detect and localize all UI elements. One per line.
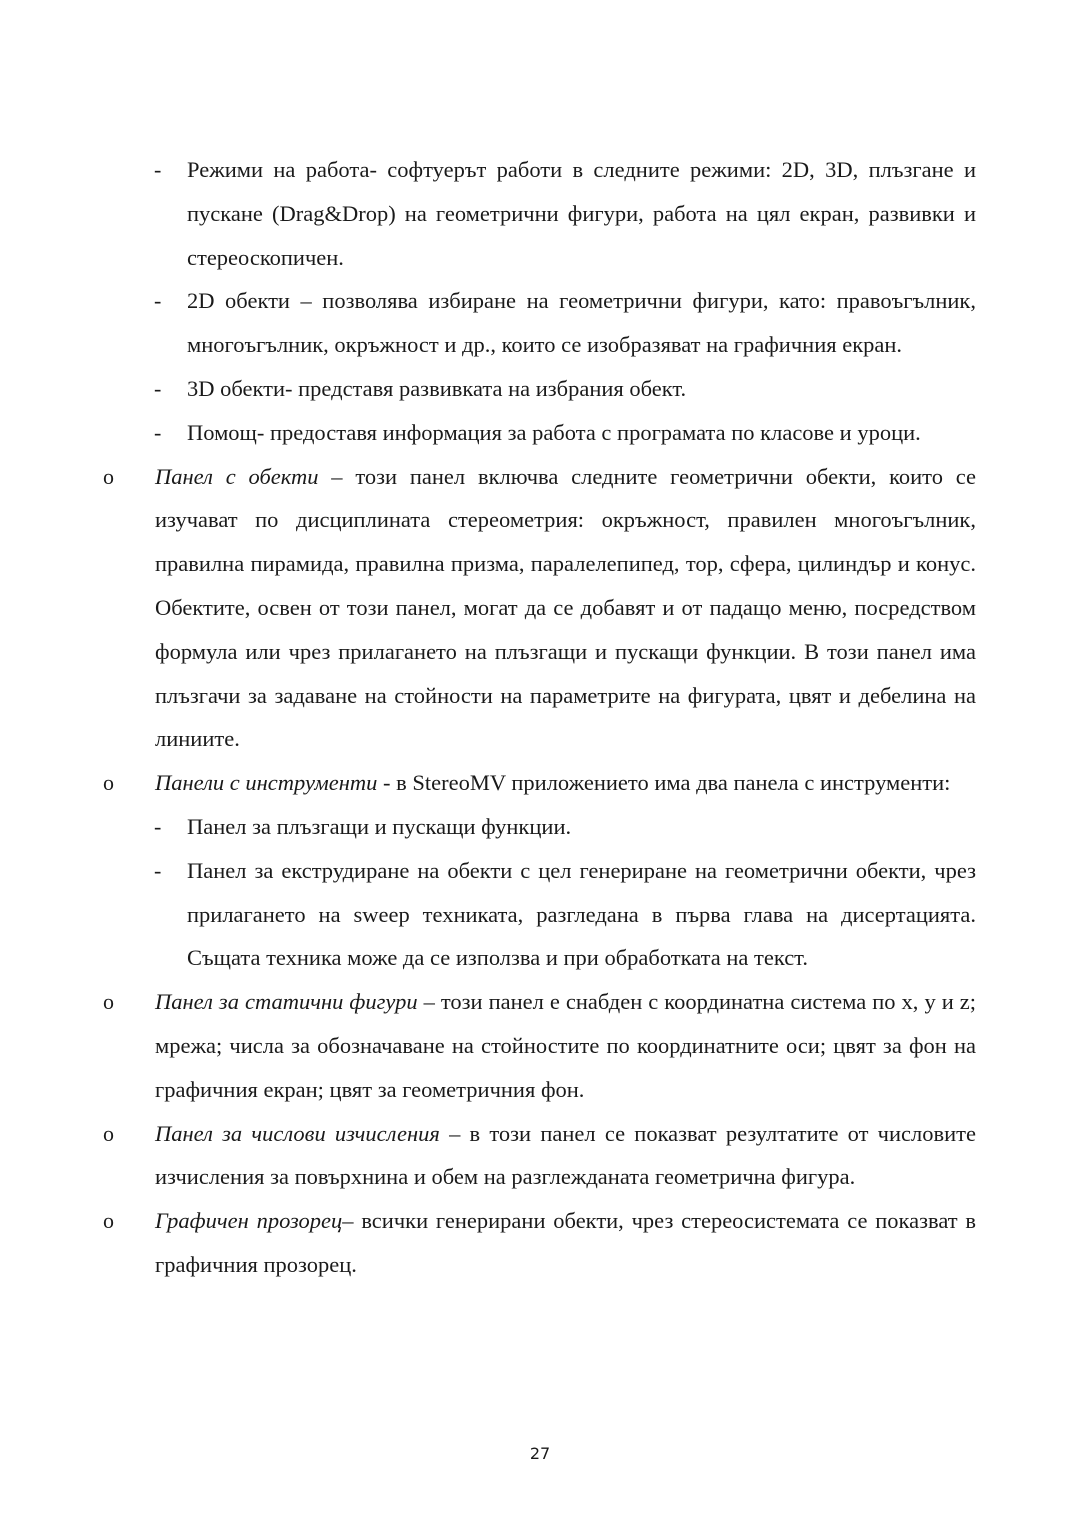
list-item-drag-drop-panel [154,805,976,849]
dash-bullet: - [154,288,162,314]
circle-bullet: o [103,1208,114,1234]
list-item-text: – всички генерирани обекти, чрез стереосистемата се показват в графичния прозорец. [155,1208,977,1277]
list-item-extrude-panel [154,849,976,980]
dash-bullet: - [154,857,162,883]
page-number: 27 [529,1444,551,1463]
list-item-text: 3D обекти- представя развивката на избрания обект. [187,375,687,401]
circle-bullet: o [103,770,114,796]
list-item-modes [154,148,976,279]
circle-bullet: o [103,989,114,1015]
list-item-text: Панел за екструдиране на обекти с цел генериране на геометрични обекти, чрез прилагането на sweep техниката, разгледана в първа глава на дисертацията. Същата техника може да се използва и при обработката на текст. [187,857,976,971]
dash-bullet: - [154,813,162,839]
list-item-static-figures-panel [103,980,977,1111]
dash-bullet: - [154,375,162,401]
list-item-tool-panels [103,761,976,805]
list-item-text: – този панел е снабден с координатна система по x, y и z; мрежа; числа за обозначаване на стойностите по координатните оси; цвят за фон на графичния екран; цвят за геометричния фон. [155,989,977,1102]
list-item-text: Панел за плъзгащи и пускащи функции. [187,813,572,839]
list-item-text: – в този панел се показват резултатите от числовите изчисления за повърхнина и обем на разглежданата геометрична фигура. [155,1120,976,1190]
circle-bullet: o [103,1120,114,1146]
list-item-3d-objects [154,367,976,411]
list-item-help [154,411,976,455]
list-item-text: - в StereoMV приложението има два панела с инструменти: [377,770,951,796]
list-item-numeric-panel [103,1112,976,1200]
list-item-objects-panel [103,455,976,762]
list-item-term: Панел за числови изчисления [155,1120,440,1146]
list-item-graphics-window [103,1199,977,1287]
list-item-term: Панел за статични фигури [155,989,418,1015]
list-item-text: Режими на работа- софтуерът работи в следните режими: 2D, 3D, плъзгане и пускане (Drag&Drop) на геометрични фигури, работа на цял екран, развивки и стереоскопичен. [187,157,976,270]
list-item-term: Панел с обекти [155,463,319,489]
body-text [0,148,1080,1287]
list-item-text: 2D обекти – позволява избиране на геометрични фигури, като: правоъгълник, многоъгълник, окръжност и др., които се изобразяват на графичния екран. [187,288,976,358]
circle-bullet: o [103,463,114,489]
dash-bullet: - [154,157,162,182]
list-item-text: – този панел включва следните геометрични обекти, които се изучават по дисциплината стереометрия: окръжност, правилен многоъгълник, правилна пирамида, правилна призма, паралелепипед, тор, сфера, цилиндър и конус. Обектите, освен от този панел, могат да се добавят и от падащо меню, посредством формула или чрез прилагането на плъзгащи и пускащи функции. В този панел има плъзгачи за задаване на стойности на параметрите на фигурата, цвят и дебелина на линиите. [155,463,976,752]
dash-bullet: - [154,419,162,445]
list-item-term: Графичен прозорец [155,1208,343,1234]
list-item-term: Панели с инструменти [155,770,378,796]
list-item-2d-objects [154,279,976,367]
list-item-text: Помощ- предоставя информация за работа с програмата по класове и уроци. [187,419,921,445]
